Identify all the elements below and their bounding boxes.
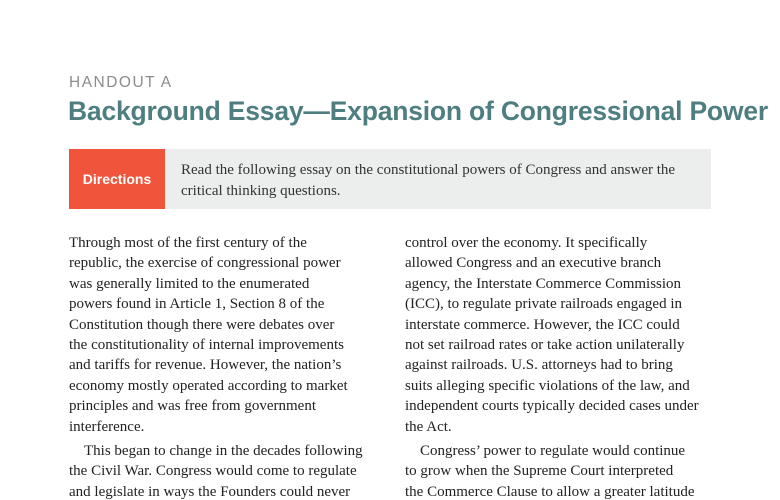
handout-label: HANDOUT A	[69, 74, 173, 91]
essay-line: allowed Congress and an executive branch	[405, 255, 662, 272]
essay-line: was generally limited to the enumerated	[69, 275, 310, 292]
essay-line: independent courts typically decided cases under	[405, 398, 699, 415]
essay-line: not set railroad rates or take action unilaterally	[405, 337, 685, 354]
directions-box	[69, 149, 711, 209]
essay-paragraph	[405, 233, 725, 437]
essay-line: agency, the Interstate Commerce Commission	[405, 275, 682, 292]
essay-line: and tariffs for revenue. However, the nation’s	[69, 357, 342, 374]
essay-left-column	[69, 233, 389, 500]
directions-line: Read the following essay on the constitutional powers of Congress and answer the	[181, 162, 676, 178]
essay-line: Through most of the first century of the	[69, 235, 307, 251]
essay-paragraph	[69, 233, 389, 437]
essay-line: the Commerce Clause to allow a greater latitude	[405, 483, 695, 500]
directions-label: Directions	[69, 149, 165, 209]
essay-line: interstate commerce. However, the ICC could	[405, 316, 680, 333]
essay-line: interference.	[69, 418, 145, 435]
essay-line: Constitution though there were debates over	[69, 316, 335, 333]
essay-line: republic, the exercise of congressional power	[69, 255, 341, 272]
essay-line: control over the economy. It specifically	[405, 235, 648, 251]
essay-paragraph	[69, 441, 389, 500]
essay-line: economy mostly operated according to market	[69, 377, 348, 394]
essay-line: Congress’ power to regulate would continue	[420, 443, 686, 460]
essay-line: and legislate in ways the Founders could never	[69, 483, 351, 500]
directions-line: critical thinking questions.	[181, 183, 341, 199]
essay-line: powers found in Article 1, Section 8 of the	[69, 296, 325, 313]
essay-line: the Civil War. Congress would come to regulate	[69, 463, 357, 480]
essay-line: This began to change in the decades following	[84, 443, 363, 460]
essay-line: the constitutionality of internal improvements	[69, 337, 344, 354]
essay-line: against railroads. U.S. attorneys had to bring	[405, 357, 673, 374]
page-title: Background Essay—Expansion of Congressional Power	[68, 96, 768, 126]
directions-text	[181, 160, 701, 202]
essay-line: principles and was free from government	[69, 398, 316, 415]
essay-line: (ICC), to regulate private railroads engaged in	[405, 296, 682, 313]
essay-right-column	[405, 233, 725, 500]
essay-line: to grow when the Supreme Court interpreted	[405, 463, 674, 480]
essay-paragraph	[405, 441, 725, 500]
essay-line: the Act.	[405, 418, 452, 435]
essay-line: suits alleging specific violations of the law, and	[405, 377, 690, 394]
